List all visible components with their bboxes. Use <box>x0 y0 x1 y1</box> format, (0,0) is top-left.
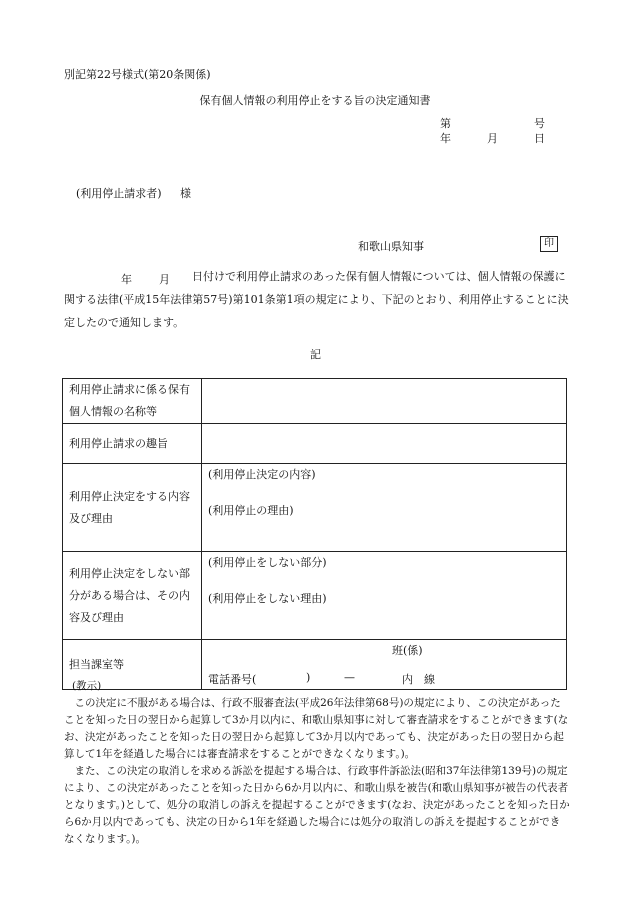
instruction-notes <box>64 678 570 848</box>
row-label-purpose: 利用停止請求の趣旨 <box>63 424 202 464</box>
addressee-honorific: 様 <box>180 187 191 200</box>
issuer-name: 和歌山県知事 <box>358 240 424 253</box>
body-date-month: 月 <box>159 273 170 286</box>
row-label-info-name: 利用停止請求に係る保有個人情報の名称等 <box>63 379 202 424</box>
notes-paragraph-lawsuit: また、この決定の取消しを求める訴訟を提起する場合は、行政事件訴訟法(昭和37年法律第139号)の規定により、この決定があったことを知った日から6か月以内に、和歌山県を被告(和歌山県知事が被告の代表者となります。)として、処分の取消しの訴えを提起することができます(なお、決定があったことを知った日から6か月以内であっても、決定の日から1年を経過した場合には処分の取消しの訴えを提起することができなくなります。)。 <box>64 765 570 845</box>
row-value-purpose <box>202 424 567 464</box>
date-year: 年 <box>440 132 451 145</box>
phone-dash: — <box>344 671 355 684</box>
seal-mark: 印 <box>540 236 558 252</box>
ki-heading: 記 <box>310 348 321 361</box>
number-prefix: 第 <box>440 117 451 130</box>
details-table <box>62 378 567 690</box>
addressee-label: (利用停止請求者) <box>76 187 162 200</box>
row-value-non-decision <box>202 552 567 640</box>
row-label-decision: 利用停止決定をする内容及び理由 <box>63 464 202 552</box>
table-row <box>63 464 567 552</box>
phone-close: ) <box>306 671 311 684</box>
non-decision-reason-label: (利用停止をしない理由) <box>208 592 327 605</box>
form-reference: 別記第22号様式(第20条関係) <box>64 68 211 81</box>
notes-heading: (教示) <box>72 680 102 692</box>
number-suffix: 号 <box>534 117 545 130</box>
date-day: 日 <box>534 132 545 145</box>
table-row <box>63 552 567 640</box>
decision-reason-label: (利用停止の理由) <box>208 504 294 517</box>
body-paragraph: 日付けで利用停止請求のあった保有個人情報については、個人情報の保護に関する法律(平成15年法律第57号)第101条第1項の規定により、下記のとおり、利用停止することに決定したので通知します。 <box>64 270 569 329</box>
table-row <box>63 379 567 424</box>
decision-content-label: (利用停止決定の内容) <box>208 468 316 481</box>
row-value-decision <box>202 464 567 552</box>
extension-label: 内 線 <box>402 673 435 686</box>
document-title: 保有個人情報の利用停止をする旨の決定通知書 <box>199 94 431 107</box>
non-decision-part-label: (利用停止をしない部分) <box>208 556 327 569</box>
phone-label: 電話番号( <box>208 673 257 686</box>
row-label-non-decision: 利用停止決定をしない部分がある場合は、その内容及び理由 <box>63 552 202 640</box>
notes-paragraph-appeal: この決定に不服がある場合は、行政不服審査法(平成26年法律第68号)の規定により、この決定があったことを知った日の翌日から起算して3か月以内に、和歌山県知事に対して審査請求をすることができます(なお、決定があったことを知った日の翌日から起算して3か月以内であっても、決定があった日の翌日から起算して1年を経過した場合には審査請求をすることができなくなります。)。 <box>64 697 569 760</box>
table-row <box>63 424 567 464</box>
body-date-year: 年 <box>121 273 132 286</box>
date-month: 月 <box>487 132 498 145</box>
row-label-department: 担当課室等 <box>63 640 202 690</box>
row-value-info-name <box>202 379 567 424</box>
section-label: 班(係) <box>392 644 423 657</box>
